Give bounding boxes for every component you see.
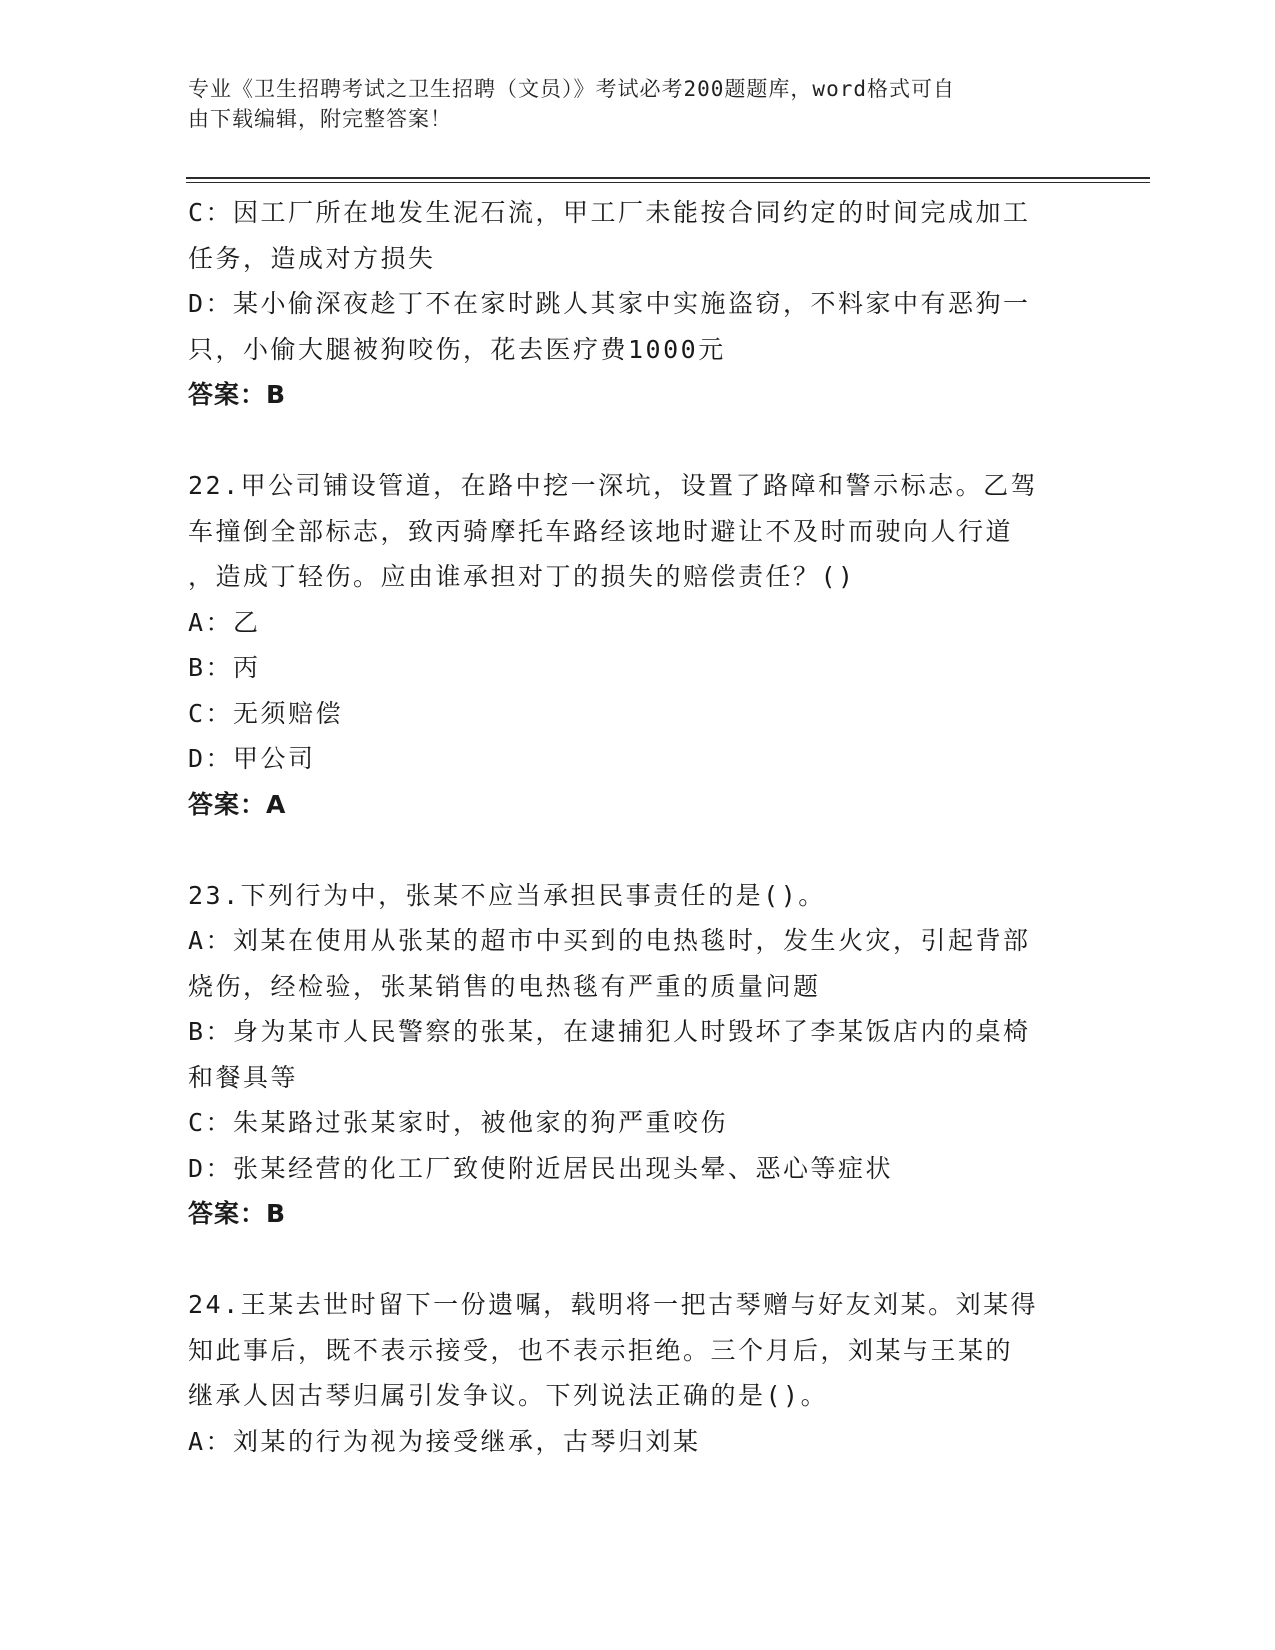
q22-stem-line-1: 22.甲公司铺设管道，在路中挖一深坑，设置了路障和警示标志。乙驾 <box>188 471 1039 500</box>
q23-option-c: C：朱某路过张某家时，被他家的狗严重咬伤 <box>188 1108 729 1137</box>
q21-answer: 答案：B <box>188 380 287 409</box>
q21-option-c-line-1: C：因工厂所在地发生泥石流，甲工厂未能按合同约定的时间完成加工 <box>188 198 1031 227</box>
q24-stem-line-1: 24.王某去世时留下一份遗嘱，载明将一把古琴赠与好友刘某。刘某得 <box>188 1290 1039 1319</box>
question-21-tail <box>188 190 1088 418</box>
q24-stem-line-3: 继承人因古琴归属引发争议。下列说法正确的是()。 <box>188 1381 829 1410</box>
q22-stem-line-2: 车撞倒全部标志，致丙骑摩托车路经该地时避让不及时而驶向人行道 <box>188 516 1014 546</box>
q21-option-d-line-2: 只，小偷大腿被狗咬伤，花去医疗费1000元 <box>188 334 726 364</box>
document-body <box>188 190 1088 1464</box>
q23-option-a-line-2: 烧伤，经检验，张某销售的电热毯有严重的质量问题 <box>188 971 821 1001</box>
header-line-2: 由下载编辑，附完整答案！ <box>188 107 452 131</box>
q24-stem-line-2: 知此事后，既不表示接受，也不表示拒绝。三个月后，刘某与王某的 <box>188 1335 1014 1365</box>
question-24 <box>188 1282 1088 1464</box>
q22-stem-line-3: ，造成丁轻伤。应由谁承担对丁的损失的赔偿责任？() <box>188 562 856 591</box>
q22-option-c: C：无须赔偿 <box>188 698 344 728</box>
q23-option-a-line-1: A：刘某在使用从张某的超市中买到的电热毯时，发生火灾，引起背部 <box>188 926 1031 955</box>
header-rule-thick <box>186 177 1150 179</box>
q21-option-d-line-1: D：某小偷深夜趁丁不在家时跳人其家中实施盗窃，不料家中有恶狗一 <box>188 289 1031 318</box>
q24-option-a: A：刘某的行为视为接受继承，古琴归刘某 <box>188 1426 701 1456</box>
q23-answer: 答案：B <box>188 1199 287 1228</box>
q23-option-b-line-1: B：身为某市人民警察的张某，在逮捕犯人时毁坏了李某饭店内的桌椅 <box>188 1017 1031 1046</box>
q23-stem-line-1: 23.下列行为中，张某不应当承担民事责任的是()。 <box>188 880 826 910</box>
spacer <box>188 827 1088 873</box>
document-header <box>188 74 1088 134</box>
question-23 <box>188 873 1088 1237</box>
question-22 <box>188 463 1088 827</box>
q23-option-b-line-2: 和餐具等 <box>188 1062 299 1092</box>
q22-option-d: D：甲公司 <box>188 744 316 773</box>
q21-option-c-line-2: 任务，造成对方损失 <box>188 243 436 273</box>
spacer <box>188 418 1088 464</box>
header-rule-thin <box>186 182 1150 183</box>
spacer <box>188 1237 1088 1283</box>
q22-answer: 答案：A <box>188 789 287 819</box>
q22-option-a: A：乙 <box>188 607 261 637</box>
header-line-1: 专业《卫生招聘考试之卫生招聘（文员）》考试必考200题题库，word格式可自 <box>188 77 955 101</box>
q22-option-b: B：丙 <box>188 653 261 682</box>
q23-option-d: D：张某经营的化工厂致使附近居民出现头晕、恶心等症状 <box>188 1153 894 1183</box>
